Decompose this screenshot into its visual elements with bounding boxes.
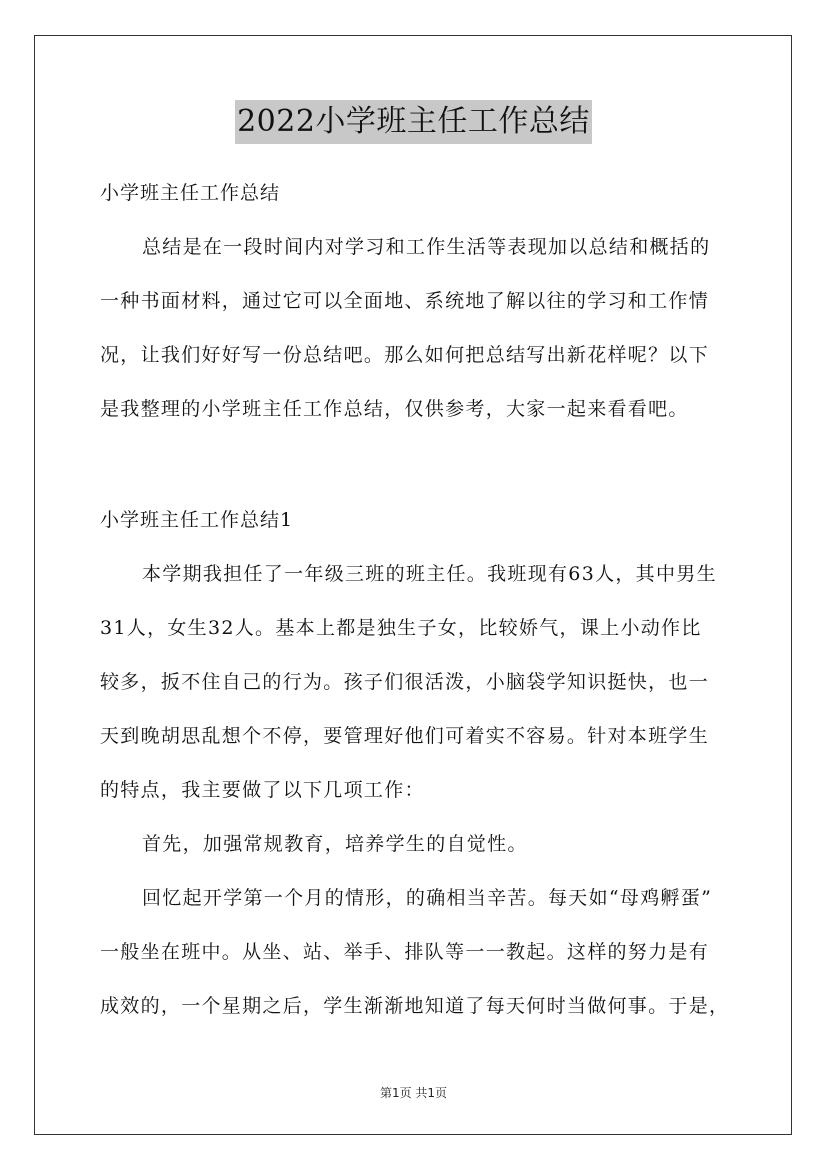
intro-line-2: 一种书面材料，通过它可以全面地、系统地了解以往的学习和工作情 (100, 290, 710, 312)
intro-heading: 小学班主任工作总结 (100, 182, 281, 204)
intro-line-4: 是我整理的小学班主任工作总结，仅供参考，大家一起来看看吧。 (100, 398, 689, 420)
page-footer: 第1页 共1页 (379, 1086, 448, 1100)
s1p1-line-4: 天到晚胡思乱想个不停，要管理好他们可着实不容易。针对本班学生 (100, 725, 710, 747)
s1p1-line-1: 本学期我担任了一年级三班的班主任。我班现有63人，其中男生 (142, 563, 717, 585)
section1-paragraph-2 (100, 826, 730, 862)
intro-paragraph (100, 229, 730, 427)
intro-line-1: 总结是在一段时间内对学习和工作生活等表现加以总结和概括的 (142, 236, 711, 258)
s1p2-line-1: 首先，加强常规教育，培养学生的自觉性。 (142, 833, 528, 855)
title-container (0, 100, 827, 144)
document-title: 2022小学班主任工作总结 (235, 100, 592, 144)
intro-line-3: 况，让我们好好写一份总结吧。那么如何把总结写出新花样呢？以下 (100, 344, 710, 366)
s1p1-line-3: 较多，扳不住自己的行为。孩子们很活泼，小脑袋学知识挺快，也一 (100, 671, 710, 693)
s1p3-line-3: 成效的，一个星期之后，学生渐渐地知道了每天何时当做何事。于是， (100, 995, 730, 1017)
s1p1-line-5: 的特点，我主要做了以下几项工作： (100, 779, 425, 801)
section1-paragraph-1 (100, 556, 730, 808)
section1-paragraph-3 (100, 880, 730, 1024)
s1p1-line-2: 31人，女生32人。基本上都是独生子女，比较娇气，课上小动作比 (100, 617, 702, 639)
s1p3-line-1: 回忆起开学第一个月的情形，的确相当辛苦。每天如“母鸡孵蛋” (142, 887, 713, 909)
section1-heading: 小学班主任工作总结1 (100, 509, 294, 531)
s1p3-line-2: 一般坐在班中。从坐、站、举手、排队等一一教起。这样的努力是有 (100, 941, 710, 963)
